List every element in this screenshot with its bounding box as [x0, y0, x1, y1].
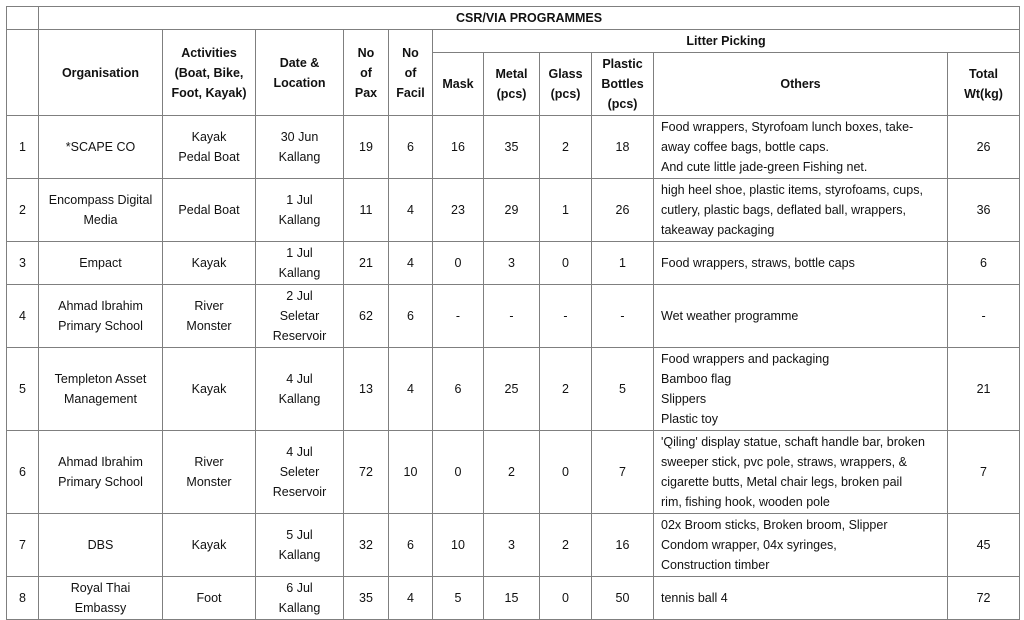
glass-header [540, 53, 592, 116]
plastic-bottles-cell: 16 [592, 514, 654, 577]
date-location-cell [256, 348, 344, 431]
glass-cell: 2 [540, 116, 592, 179]
text-line: cutlery, plastic bags, deflated ball, wrappers, [661, 203, 907, 217]
text-line: Wt(kg) [964, 87, 1003, 101]
metal-cell: 15 [484, 577, 540, 620]
pax-cell: 32 [344, 514, 389, 577]
facil-cell: 4 [389, 242, 433, 285]
total-weight-cell: 21 [948, 348, 1020, 431]
text-line: 30 Jun [280, 130, 319, 144]
text-line: Kallang [278, 548, 321, 562]
date-location-cell [256, 431, 344, 514]
text-line: Primary School [58, 475, 143, 489]
glass-cell: 2 [540, 348, 592, 431]
plastic-bottles-cell: - [592, 285, 654, 348]
text-line: Kallang [278, 213, 321, 227]
glass-cell: 0 [540, 431, 592, 514]
metal-cell: 2 [484, 431, 540, 514]
table-row [7, 179, 1020, 242]
text-line: Media [83, 213, 118, 227]
row-number-cell: 3 [7, 242, 39, 285]
activities-cell [163, 431, 256, 514]
metal-cell: 35 [484, 116, 540, 179]
text-line: Kallang [278, 392, 321, 406]
facil-cell: 6 [389, 514, 433, 577]
text-line: Monster [186, 319, 232, 333]
text-line: Embassy [74, 601, 127, 615]
text-line: Royal Thai [70, 581, 131, 595]
plastic-bottles-cell: 18 [592, 116, 654, 179]
date-location-cell [256, 285, 344, 348]
text-line: Empact [79, 256, 122, 270]
mask-cell: - [433, 285, 484, 348]
table-title: CSR/VIA PROGRAMMES [39, 7, 1020, 30]
date-location-cell [256, 242, 344, 285]
table-row [7, 348, 1020, 431]
organisation-cell [39, 514, 163, 577]
text-line: And cute little jade-green Fishing net. [661, 160, 868, 174]
text-line: 6 Jul [286, 581, 313, 595]
text-line: takeaway packaging [661, 223, 775, 237]
text-line: cigarette butts, Metal chair legs, broken pail [661, 475, 903, 489]
text-line: high heel shoe, plastic items, styrofoams, cups, [661, 183, 923, 197]
text-line: Kayak [191, 130, 227, 144]
others-header: Others [654, 53, 948, 116]
text-line: Encompass Digital [48, 193, 153, 207]
blank-header-cell [7, 7, 39, 30]
text-line: Ahmad Ibrahim [58, 299, 143, 313]
text-line: Activities [181, 45, 237, 60]
text-line: Kallang [278, 266, 321, 280]
mask-header: Mask [433, 53, 484, 116]
organisation-header: Organisation [39, 30, 163, 116]
pax-cell: 13 [344, 348, 389, 431]
text-line: sweeper stick, pvc pole, straws, wrappers, & [661, 455, 907, 469]
row-number-cell: 1 [7, 116, 39, 179]
plastic-bottles-cell: 7 [592, 431, 654, 514]
text-line: (pcs) [496, 87, 527, 101]
facil-cell: 4 [389, 179, 433, 242]
others-cell [654, 179, 948, 242]
text-line: Date & [279, 55, 320, 70]
metal-cell: 3 [484, 514, 540, 577]
text-line: No [402, 45, 419, 60]
metal-cell: 25 [484, 348, 540, 431]
text-line: Metal [495, 67, 528, 81]
organisation-cell [39, 179, 163, 242]
total-weight-cell: - [948, 285, 1020, 348]
facil-cell: 10 [389, 431, 433, 514]
text-line: Food wrappers, Styrofoam lunch boxes, take- [661, 120, 914, 134]
text-line: Kayak [191, 256, 227, 270]
pax-cell: 21 [344, 242, 389, 285]
table-row [7, 242, 1020, 285]
table-row [7, 577, 1020, 620]
metal-cell: - [484, 285, 540, 348]
others-cell [654, 431, 948, 514]
text-line: tennis ball 4 [661, 591, 728, 605]
activities-cell [163, 348, 256, 431]
glass-cell: 0 [540, 577, 592, 620]
text-line: 1 Jul [286, 193, 313, 207]
text-line: Food wrappers and packaging [661, 352, 830, 366]
text-line: Pedal Boat [178, 203, 240, 217]
date-location-header [256, 30, 344, 116]
metal-header [484, 53, 540, 116]
table-body [7, 116, 1020, 620]
row-number-cell: 4 [7, 285, 39, 348]
date-location-cell [256, 116, 344, 179]
activities-cell [163, 242, 256, 285]
text-line: Pax [354, 85, 378, 100]
total-weight-header [948, 53, 1020, 116]
plastic-bottles-cell: 50 [592, 577, 654, 620]
text-line: Plastic toy [661, 412, 718, 426]
glass-cell: 1 [540, 179, 592, 242]
text-line: River [194, 299, 224, 313]
text-line: Glass [548, 67, 583, 81]
plastic-bottles-header [592, 53, 654, 116]
others-cell [654, 242, 948, 285]
text-line: Kallang [278, 601, 321, 615]
plastic-bottles-cell: 5 [592, 348, 654, 431]
pax-header [344, 30, 389, 116]
others-cell [654, 514, 948, 577]
csr-programmes-table [6, 6, 1020, 620]
text-line: Condom wrapper, 04x syringes, [661, 538, 837, 552]
date-location-cell [256, 514, 344, 577]
mask-cell: 0 [433, 242, 484, 285]
text-line: Templeton Asset [54, 372, 147, 386]
text-line: 1 Jul [286, 246, 313, 260]
text-line: (pcs) [607, 97, 638, 111]
text-line: of [404, 65, 417, 80]
organisation-cell [39, 116, 163, 179]
facil-cell: 6 [389, 285, 433, 348]
text-line: of [360, 65, 372, 80]
facil-cell: 4 [389, 348, 433, 431]
text-line: away coffee bags, bottle caps. [661, 140, 829, 154]
text-line: Foot, Kayak) [171, 85, 247, 100]
text-line: Kayak [191, 538, 227, 552]
mask-cell: 16 [433, 116, 484, 179]
text-line: 02x Broom sticks, Broken broom, Slipper [661, 518, 888, 532]
row-number-cell: 7 [7, 514, 39, 577]
pax-cell: 35 [344, 577, 389, 620]
plastic-bottles-cell: 1 [592, 242, 654, 285]
table-row [7, 514, 1020, 577]
facil-header [389, 30, 433, 116]
total-weight-cell: 26 [948, 116, 1020, 179]
table-row [7, 285, 1020, 348]
table-row [7, 116, 1020, 179]
text-line: Slippers [661, 392, 707, 406]
date-location-cell [256, 179, 344, 242]
organisation-cell [39, 285, 163, 348]
row-number-cell: 6 [7, 431, 39, 514]
plastic-bottles-cell: 26 [592, 179, 654, 242]
text-line: 2 Jul [286, 289, 313, 303]
organisation-cell [39, 242, 163, 285]
facil-cell: 4 [389, 577, 433, 620]
text-line: River [194, 455, 224, 469]
text-line: Facil [396, 85, 425, 100]
text-line: Pedal Boat [178, 150, 240, 164]
row-number-header [7, 30, 39, 116]
organisation-cell [39, 431, 163, 514]
facil-cell: 6 [389, 116, 433, 179]
litter-picking-header: Litter Picking [433, 30, 1020, 53]
activities-cell [163, 116, 256, 179]
text-line: Location [273, 75, 326, 90]
mask-cell: 10 [433, 514, 484, 577]
text-line: DBS [87, 538, 114, 552]
others-cell [654, 348, 948, 431]
total-weight-cell: 7 [948, 431, 1020, 514]
row-number-cell: 2 [7, 179, 39, 242]
text-line: 'Qiling' display statue, schaft handle bar, broken [661, 435, 925, 449]
activities-cell [163, 179, 256, 242]
activities-header [163, 30, 256, 116]
others-cell [654, 285, 948, 348]
text-line: rim, fishing hook, wooden pole [661, 495, 830, 509]
text-line: Seleter [279, 465, 320, 479]
text-line: *SCAPE CO [65, 140, 136, 154]
text-line: Kallang [278, 150, 321, 164]
others-cell [654, 577, 948, 620]
mask-cell: 0 [433, 431, 484, 514]
date-location-cell [256, 577, 344, 620]
total-weight-cell: 72 [948, 577, 1020, 620]
organisation-cell [39, 348, 163, 431]
total-weight-cell: 45 [948, 514, 1020, 577]
text-line: No [357, 45, 375, 60]
mask-cell: 6 [433, 348, 484, 431]
text-line: Wet weather programme [661, 309, 799, 323]
text-line: 4 Jul [286, 445, 313, 459]
text-line: Reservoir [272, 329, 327, 343]
pax-cell: 62 [344, 285, 389, 348]
pax-cell: 19 [344, 116, 389, 179]
others-cell [654, 116, 948, 179]
row-number-cell: 8 [7, 577, 39, 620]
total-weight-cell: 6 [948, 242, 1020, 285]
activities-cell [163, 285, 256, 348]
activities-cell [163, 514, 256, 577]
glass-cell: 2 [540, 514, 592, 577]
text-line: Kayak [191, 382, 227, 396]
pax-cell: 72 [344, 431, 389, 514]
text-line: (pcs) [550, 87, 581, 101]
text-line: Food wrappers, straws, bottle caps [661, 256, 855, 270]
metal-cell: 29 [484, 179, 540, 242]
table-row [7, 431, 1020, 514]
glass-cell: - [540, 285, 592, 348]
organisation-cell [39, 577, 163, 620]
text-line: Bottles [601, 77, 644, 91]
mask-cell: 23 [433, 179, 484, 242]
text-line: Plastic [602, 57, 643, 71]
text-line: Primary School [58, 319, 143, 333]
text-line: Bamboo flag [661, 372, 732, 386]
total-weight-cell: 36 [948, 179, 1020, 242]
text-line: 4 Jul [286, 372, 313, 386]
text-line: 5 Jul [286, 528, 313, 542]
row-number-cell: 5 [7, 348, 39, 431]
activities-cell [163, 577, 256, 620]
text-line: (Boat, Bike, [174, 65, 244, 80]
mask-cell: 5 [433, 577, 484, 620]
text-line: Management [64, 392, 137, 406]
text-line: Monster [186, 475, 232, 489]
text-line: Ahmad Ibrahim [58, 455, 143, 469]
text-line: Total [969, 67, 998, 81]
text-line: Seletar [279, 309, 320, 323]
glass-cell: 0 [540, 242, 592, 285]
pax-cell: 11 [344, 179, 389, 242]
text-line: Construction timber [661, 558, 770, 572]
metal-cell: 3 [484, 242, 540, 285]
text-line: Foot [196, 591, 222, 605]
text-line: Reservoir [272, 485, 327, 499]
